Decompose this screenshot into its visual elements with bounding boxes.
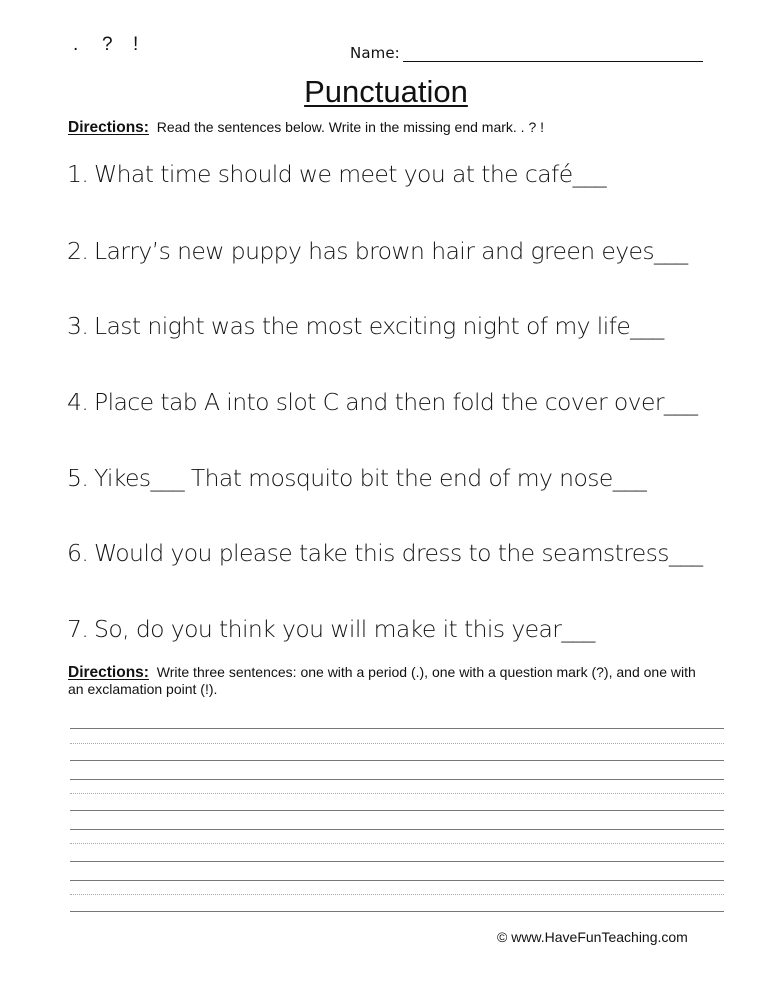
question-number: 6. [67,539,89,567]
question-text: So, do you think you will make it this year___ [94,615,595,643]
directions-1 [68,119,544,136]
question-7 [67,615,595,643]
directions-text: Read the sentences below. Write in the missing end mark. . ? ! [156,119,545,135]
question-5 [67,464,646,492]
worksheet-title [0,74,772,110]
writing-line-2-top[interactable] [70,779,724,780]
title-text: Punctuation [304,74,468,109]
period-mark: . [73,34,79,55]
writing-line-1-base[interactable] [70,760,724,761]
question-number: 2. [67,237,89,265]
question-text: Last night was the most exciting night of my life___ [94,312,664,340]
copyright-footer: © www.HaveFunTeaching.com [497,929,688,945]
writing-line-1-top[interactable] [70,728,724,729]
writing-line-2-base[interactable] [70,810,724,811]
question-3 [67,312,664,340]
question-text: Would you please take this dress to the seamstress___ [94,539,703,567]
writing-line-4-mid [70,894,724,895]
question-text: Yikes___ That mosquito bit the end of my nose___ [94,464,647,492]
question-4 [67,388,697,416]
question-mark: ? [102,34,113,55]
writing-line-2-mid [70,793,724,794]
writing-line-4-base[interactable] [70,911,724,912]
punctuation-marks [73,34,138,56]
directions-label: Directions: [68,664,149,681]
name-field[interactable] [403,61,703,62]
question-6 [67,539,702,567]
writing-line-3-mid [70,843,724,844]
question-number: 3. [67,312,89,340]
directions-2 [68,664,708,698]
question-number: 4. [67,388,89,416]
question-number: 1. [67,160,89,188]
question-text: Larry’s new puppy has brown hair and green eyes___ [94,237,688,265]
directions-label: Directions: [68,119,149,136]
question-text: Place tab A into slot C and then fold the cover over___ [94,388,698,416]
writing-line-3-top[interactable] [70,829,724,830]
question-2 [67,237,688,265]
question-number: 5. [67,464,89,492]
question-text: What time should we meet you at the café___ [94,160,607,188]
writing-line-4-top[interactable] [70,880,724,881]
name-label: Name: [350,44,400,62]
directions-text: Write three sentences: one with a period (.), one with a question mark (?), and one with an exclamation point (!). [68,664,696,697]
question-1 [67,160,606,188]
question-number: 7. [67,615,89,643]
writing-line-3-base[interactable] [70,861,724,862]
writing-line-1-mid [70,743,724,744]
exclamation-mark: ! [133,34,139,55]
